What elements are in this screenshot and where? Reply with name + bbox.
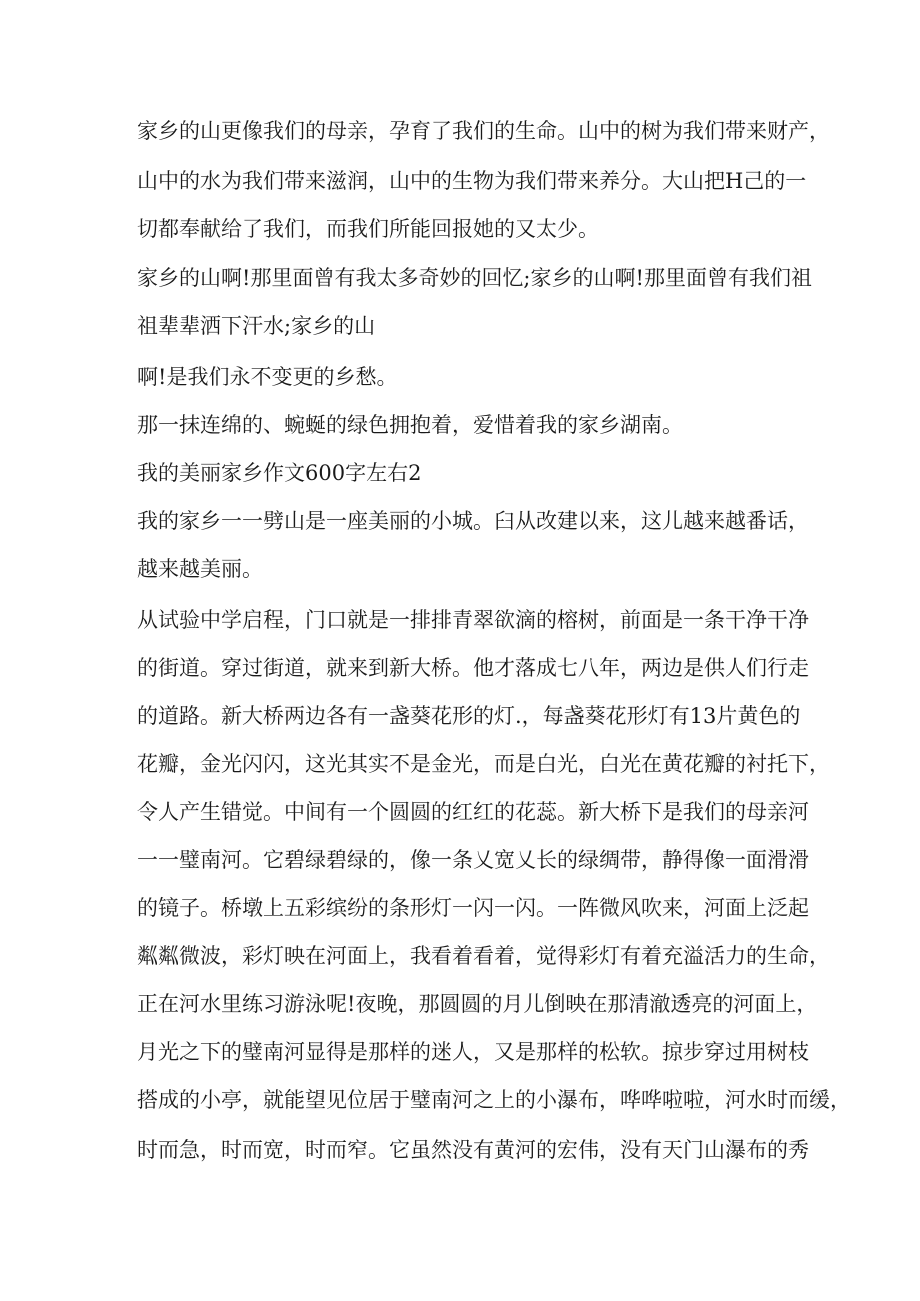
text-line: 的道路。新大桥两边各有一盏葵花形的灯.，每盏葵花形灯有13片黄色的 xyxy=(137,704,801,728)
text-line: 家乡的山更像我们的母亲，孕育了我们的生命。山中的树为我们带来财产， xyxy=(137,119,830,143)
text-line: 祖辈辈洒下汗水;家乡的山 xyxy=(137,314,376,338)
text-line: 越来越美丽。 xyxy=(137,557,263,581)
text-line: 从试验中学启程，门口就是一排排青翠欲滴的榕树，前面是一条干净干净 xyxy=(137,608,809,632)
text-line: 搭成的小亭，就能望见位居于璧南河之上的小瀑布，哗哗啦啦，河水时而缓， xyxy=(137,1088,851,1112)
text-line: 啊!是我们永不变更的乡愁。 xyxy=(137,365,398,389)
text-line: 一一璧南河。它碧绿碧绿的，像一条乂宽乂长的绿绸带，静得像一面滑滑 xyxy=(137,848,809,872)
text-line: 令人产生错觉。中间有一个圆圆的红红的花蕊。新大桥下是我们的母亲河 xyxy=(137,800,809,824)
text-line: 花瓣，金光闪闪，这光其实不是金光，而是白光，白光在黄花瓣的衬托下， xyxy=(137,752,830,776)
text-line: 切都奉献给了我们，而我们所能回报她的又太少。 xyxy=(137,217,599,241)
text-line: 时而急，时而宽，时而窄。它虽然没有黄河的宏伟，没有天门山瀑布的秀 xyxy=(137,1138,809,1162)
text-line: 的街道。穿过街道，就来到新大桥。他才落成七八年，两边是供人们行走 xyxy=(137,656,809,680)
section-heading: 我的美丽家乡作文600字左右2 xyxy=(137,461,422,485)
text-line: 那一抹连绵的、蜿蜒的绿色拥抱着，爱惜着我的家乡湖南。 xyxy=(137,413,683,437)
text-line: 家乡的山啊!那里面曾有我太多奇妙的回忆;家乡的山啊!那里面曾有我们祖 xyxy=(137,266,812,290)
text-line: 粼粼微波，彩灯映在河面上，我看着看着，觉得彩灯有着充溢活力的生命， xyxy=(137,944,830,968)
text-line: 月光之下的璧南河显得是那样的迷人，又是那样的松软。掠步穿过用树枝 xyxy=(137,1040,809,1064)
text-line: 的镜子。桥墩上五彩缤纷的条形灯一闪一闪。一阵微风吹来，河面上泛起 xyxy=(137,896,809,920)
text-line: 我的家乡一一劈山是一座美丽的小城。臼从改建以来，这儿越来越番话， xyxy=(137,509,809,533)
text-line: 正在河水里练习游泳呢!夜晚，那圆圆的月儿倒映在那清澈透亮的河面上， xyxy=(137,992,818,1016)
text-line: 山中的水为我们带来滋润，山中的生物为我们带来养分。大山把H己的一 xyxy=(137,169,807,193)
